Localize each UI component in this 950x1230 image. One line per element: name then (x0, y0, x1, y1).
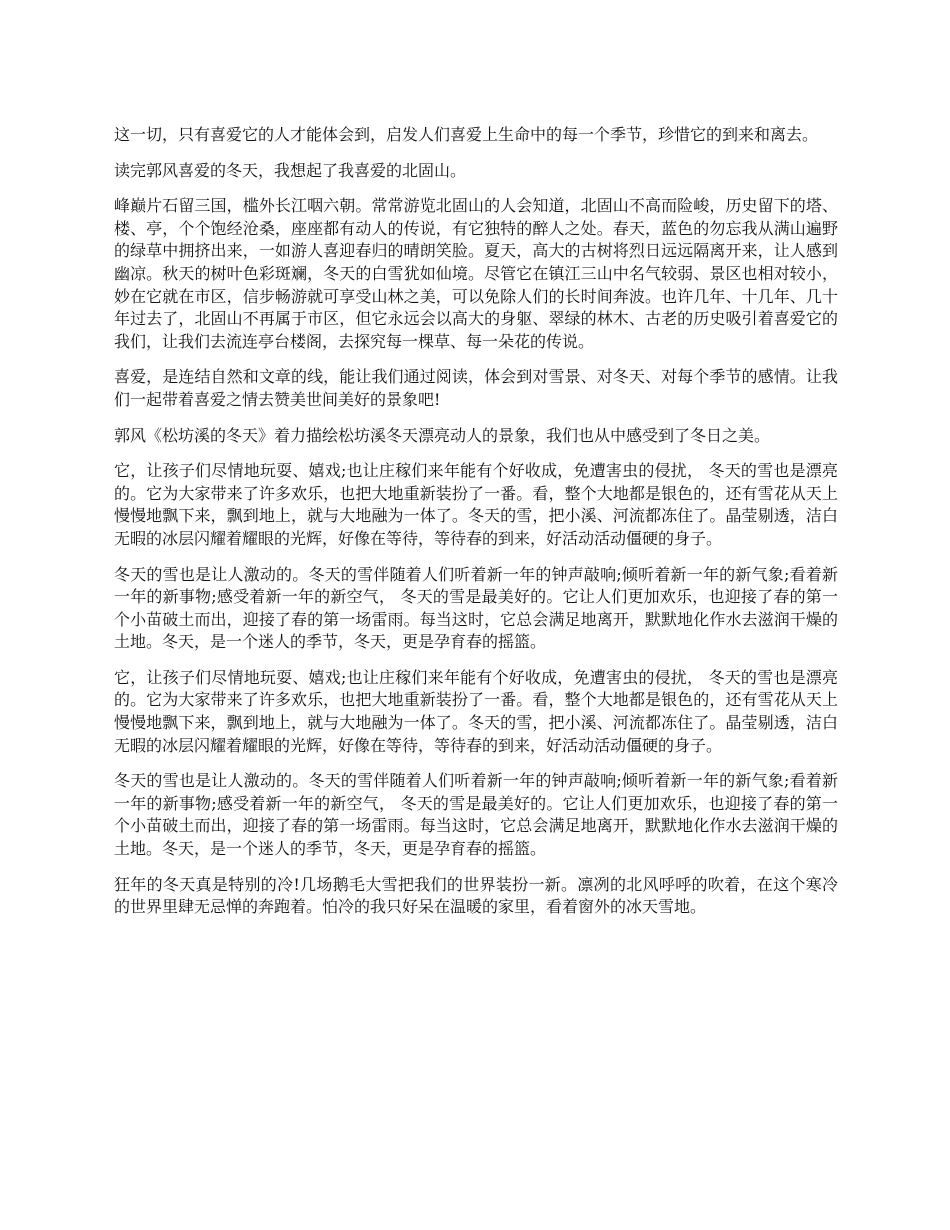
paragraph-4: 喜爱，是连结自然和文章的线，能让我们通过阅读，体会到对雪景、对冬天、对每个季节的感情。让我们一起带着喜爱之情去赞美世间美好的景象吧! (114, 367, 838, 409)
document-body (114, 124, 838, 932)
paragraph-7: 冬天的雪也是让人激动的。冬天的雪伴随着人们听着新一年的钟声敲响;倾听着新一年的新气象;看着新一年的新事物;感受着新一年的新空气， 冬天的雪是最美好的。它让人们更加欢乐，也迎接了春的第一个小苗破土而出，迎接了春的第一场雷雨。每当这时，它总会满足地离开，默默地化作水去滋润干燥的土地。冬天，是一个迷人的季节，冬天，更是孕育春的摇篮。 (114, 564, 838, 652)
paragraph-1: 这一切，只有喜爱它的人才能体会到，启发人们喜爱上生命中的每一个季节，珍惜它的到来和离去。 (114, 125, 819, 144)
paragraph-9: 冬天的雪也是让人激动的。冬天的雪伴随着人们听着新一年的钟声敲响;倾听着新一年的新气象;看着新一年的新事物;感受着新一年的新空气， 冬天的雪是最美好的。它让人们更加欢乐，也迎接了春的第一个小苗破土而出，迎接了春的第一场雷雨。每当这时，它总会满足地离开，默默地化作水去滋润干燥的土地。冬天，是一个迷人的季节，冬天，更是孕育春的摇篮。 (114, 771, 838, 859)
paragraph-8: 它，让孩子们尽情地玩耍、嬉戏;也让庄稼们来年能有个好收成，免遭害虫的侵扰， 冬天的雪也是漂亮的。它为大家带来了许多欢乐，也把大地重新装扮了一番。看，整个大地都是银色的，还有雪花从天上慢慢地飘下来，飘到地上，就与大地融为一体了。冬天的雪，把小溪、河流都冻住了。晶莹剔透，洁白无暇的冰层闪耀着耀眼的光辉，好像在等待，等待春的到来，好活动活动僵硬的身子。 (114, 667, 838, 755)
paragraph-3: 峰巅片石留三国，槛外长江咽六朝。常常游览北固山的人会知道，北固山不高而险峻，历史留下的塔、楼、亭，个个饱经沧桑，座座都有动人的传说，有它独特的醉人之处。春天，蓝色的勿忘我从满山遍野的绿草中拥挤出来，一如游人喜迎春归的晴朗笑脸。夏天，高大的古树将烈日远远隔离开来，让人感到幽凉。秋天的树叶色彩斑斓，冬天的白雪犹如仙境。尽管它在镇江三山中名气较弱、景区也相对较小，妙在它就在市区，信步畅游就可享受山林之美，可以免除人们的长时间奔波。也许几年、十几年、几十年过去了，北固山不再属于市区，但它永远会以高大的身躯、翠绿的林木、古老的历史吸引着喜爱它的我们，让我们去流连亭台楼阁，去探究每一棵草、每一朵花的传说。 (114, 196, 838, 351)
paragraph-10: 狂年的冬天真是特别的冷!几场鹅毛大雪把我们的世界装扮一新。凛冽的北风呼呼的吹着，在这个寒冷的世界里肆无忌惮的奔跑着。怕冷的我只好呆在温暖的家里，看着窗外的冰天雪地。 (114, 874, 838, 917)
paragraph-2: 读完郭风喜爱的冬天，我想起了我喜爱的北固山。 (114, 160, 467, 180)
paragraph-5: 郭风《松坊溪的冬天》着力描绘松坊溪冬天漂亮动人的景象，我们也从中感受到了冬日之美。 (114, 425, 771, 445)
paragraph-6: 它，让孩子们尽情地玩耍、嬉戏;也让庄稼们来年能有个好收成，免遭害虫的侵扰， 冬天的雪也是漂亮的。它为大家带来了许多欢乐，也把大地重新装扮了一番。看，整个大地都是银色的，还有雪花从天上慢慢地飘下来，飘到地上，就与大地融为一体了。冬天的雪，把小溪、河流都冻住了。晶莹剔透，洁白无暇的冰层闪耀着耀眼的光辉，好像在等待，等待春的到来，好活动活动僵硬的身子。 (114, 461, 838, 548)
